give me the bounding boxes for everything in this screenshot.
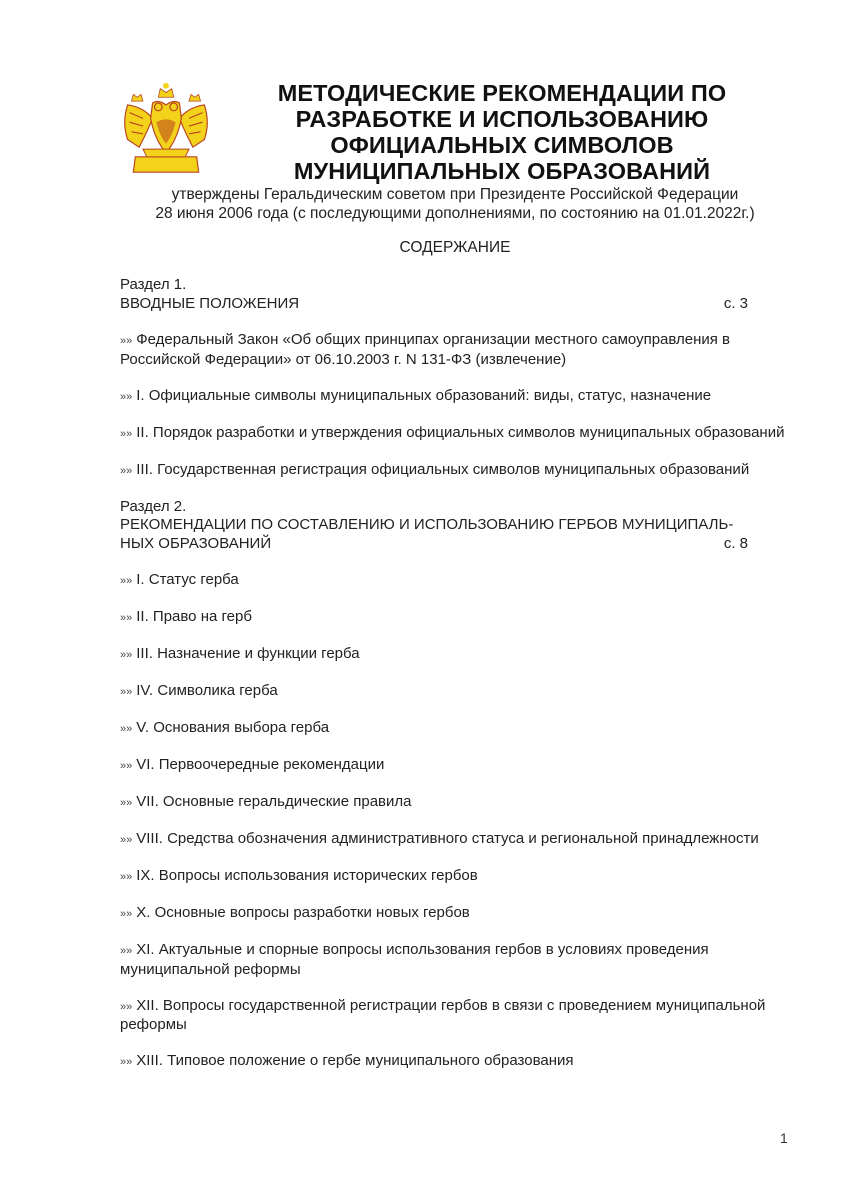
page-number: 1 xyxy=(780,1130,788,1146)
bullet-icon: »» xyxy=(120,834,133,846)
section-title-continued[interactable]: НЫХ ОБРАЗОВАНИЙ xyxy=(120,534,272,552)
entry-text: II. Право на герб xyxy=(136,608,252,625)
entry-text: IX. Вопросы использования исторических гербов xyxy=(136,867,478,884)
section-label: Раздел 1. xyxy=(120,276,187,293)
toc-entry[interactable] xyxy=(120,571,788,591)
title-line: МУНИЦИПАЛЬНЫХ ОБРАЗОВАНИЙ xyxy=(293,158,711,184)
toc-entry[interactable] xyxy=(120,461,788,481)
subtitle-line: 28 июня 2006 года (с последующими дополнениями, по состоянию на 01.01.2022г.) xyxy=(155,204,755,222)
bullet-icon: »» xyxy=(120,390,133,403)
entry-text: VI. Первоочередные рекомендации xyxy=(136,756,385,773)
toc-entry[interactable] xyxy=(120,756,788,776)
toc-entry[interactable] xyxy=(120,645,788,665)
entry-text: II. Порядок разработки и утверждения официальных символов муниципальных образований xyxy=(136,423,785,441)
bullet-icon: »» xyxy=(120,871,133,883)
bullet-icon: »» xyxy=(120,945,133,957)
bullet-icon: »» xyxy=(120,908,133,920)
section-page: с. 8 xyxy=(723,534,748,552)
entry-text: Федеральный Закон «Об общих принципах организации местного самоуправления в Российской Федерации» от 06.10.2003 г. N 131-ФЗ (извлечение) xyxy=(120,331,731,368)
title-line: ОФИЦИАЛЬНЫХ СИМВОЛОВ xyxy=(330,132,674,158)
section-page: с. 3 xyxy=(723,294,748,312)
bullet-icon: »» xyxy=(120,723,133,735)
entry-text: IV. Символика герба xyxy=(136,682,278,699)
toc-entry[interactable] xyxy=(120,941,788,979)
entry-text: III. Назначение и функции герба xyxy=(136,645,360,662)
bullet-icon: »» xyxy=(120,649,133,661)
bullet-icon: »» xyxy=(120,427,133,440)
entry-text: I. Статус герба xyxy=(136,571,239,588)
entry-text: VII. Основные геральдические правила xyxy=(136,793,412,810)
toc-entry[interactable] xyxy=(120,904,788,924)
entry-text: XII. Вопросы государственной регистрации гербов в связи с проведением муниципальной реформы xyxy=(120,996,766,1033)
title-line: РАЗРАБОТКЕ И ИСПОЛЬЗОВАНИЮ xyxy=(295,106,709,132)
section-title[interactable]: РЕКОМЕНДАЦИИ ПО СОСТАВЛЕНИЮ И ИСПОЛЬЗОВАНИЮ ГЕРБОВ МУНИЦИПАЛЬ- xyxy=(120,516,734,533)
toc-section xyxy=(120,276,788,313)
entry-text: III. Государственная регистрация официальных символов муниципальных образований xyxy=(136,460,750,478)
toc-entry[interactable] xyxy=(120,793,788,813)
toc-heading: СОДЕРЖАНИЕ xyxy=(399,239,511,256)
toc-section xyxy=(120,498,788,554)
document-subtitle xyxy=(100,186,810,223)
title-line: МЕТОДИЧЕСКИЕ РЕКОМЕНДАЦИИ ПО xyxy=(277,80,727,106)
toc-entry[interactable] xyxy=(120,867,788,887)
bullet-icon: »» xyxy=(120,335,133,347)
bullet-icon: »» xyxy=(120,797,133,809)
toc-entry[interactable] xyxy=(120,608,788,628)
section-title[interactable]: ВВОДНЫЕ ПОЛОЖЕНИЯ xyxy=(120,294,300,312)
section-label: Раздел 2. xyxy=(120,497,187,515)
entry-text: V. Основания выбора герба xyxy=(136,719,330,736)
bullet-icon: »» xyxy=(120,575,133,587)
toc-entry[interactable] xyxy=(120,830,788,850)
bullet-icon: »» xyxy=(120,686,133,698)
toc-entry[interactable] xyxy=(120,719,788,739)
bullet-icon: »» xyxy=(120,1000,133,1013)
entry-text: X. Основные вопросы разработки новых гербов xyxy=(136,904,470,921)
entry-text: I. Официальные символы муниципальных образований: виды, статус, назначение xyxy=(136,386,712,404)
bullet-icon: »» xyxy=(120,760,133,772)
bullet-icon: »» xyxy=(120,1056,133,1068)
entry-text: XIII. Типовое положение о гербе муниципального образования xyxy=(136,1052,574,1069)
toc-entry[interactable] xyxy=(120,682,788,702)
toc-entry[interactable] xyxy=(120,424,788,444)
bullet-icon: »» xyxy=(120,464,133,477)
toc-entry[interactable] xyxy=(120,387,788,407)
entry-text: VIII. Средства обозначения административного статуса и региональной принадлежности xyxy=(136,830,759,847)
toc-entry[interactable] xyxy=(120,1052,788,1072)
toc-entry[interactable] xyxy=(120,331,788,369)
subtitle-line: утверждены Геральдическим советом при Президенте Российской Федерации xyxy=(171,186,739,203)
toc-entry[interactable] xyxy=(120,997,788,1035)
bullet-icon: »» xyxy=(120,612,133,624)
document-title xyxy=(262,80,742,184)
entry-text: XI. Актуальные и спорные вопросы использования гербов в условиях проведения муниципальной реформы xyxy=(120,941,709,978)
table-of-contents xyxy=(120,276,788,1089)
double-headed-eagle-emblem-icon xyxy=(118,80,214,176)
